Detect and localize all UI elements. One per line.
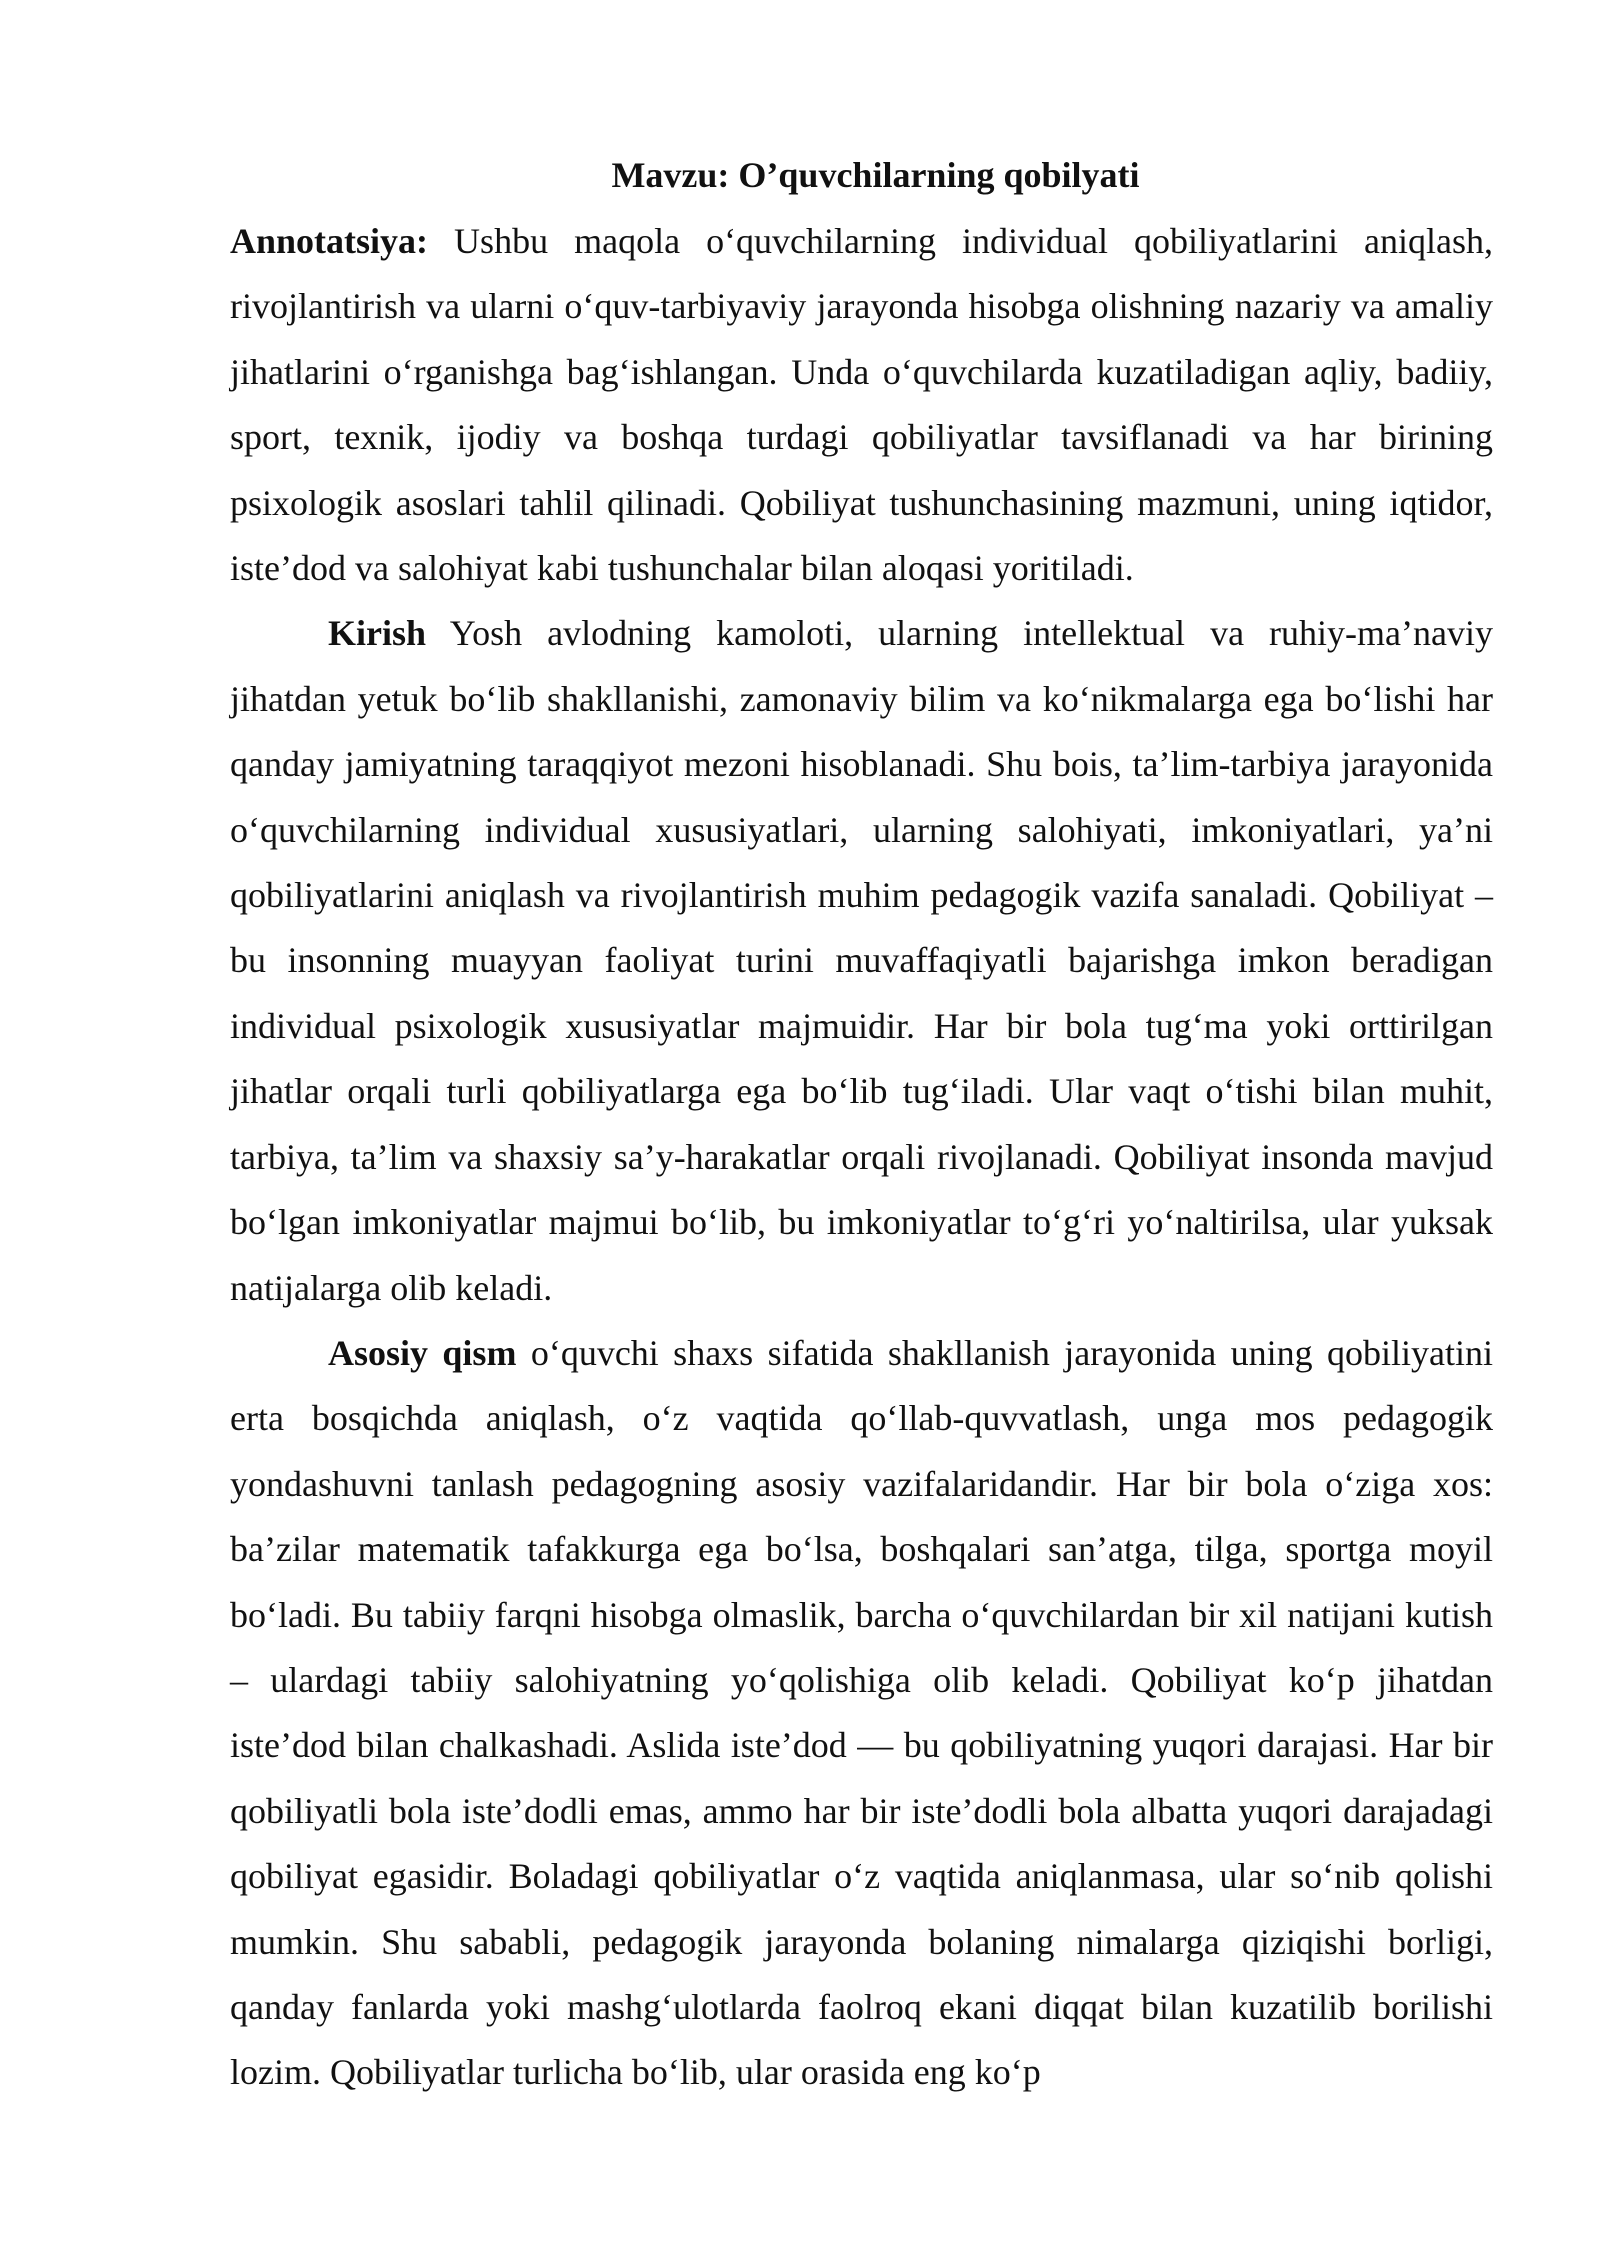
main-part-text: o‘quvchi shaxs sifatida shakllanish jarayonida uning qobiliyatini erta bosqichda aniqlash, o‘z vaqtida qo‘llab-quvvatlash, unga mos pedagogik yondashuvni tanlash pedagogning asosiy vazifalaridandir. Har bir bola o‘ziga xos: ba’zilar matematik tafakkurga ega bo‘lsa, boshqalari san’atga, tilga, sportga moyil bo‘ladi. Bu tabiiy farqni hisobga olmaslik, barcha o‘quvchilardan bir xil natijani kutish – ulardagi tabiiy salohiyatning yo‘qolishiga olib keladi. Qobiliyat ko‘p jihatdan iste’dod bilan chalkashadi. Aslida iste’dod — bu qobiliyatning yuqori darajasi. Har bir qobiliyatli bola iste’dodli emas, ammo har bir iste’dodli bola albatta yuqori darajadagi qobiliyat egasidir. Boladagi qobiliyatlar o‘z vaqtida aniqlanmasa, ular so‘nib qolishi mumkin. Shu sababli, pedagogik jarayonda bolaning nimalarga qiziqishi borligi, qanday fanlarda yoki mashg‘ulotlarda faolroq ekani diqqat bilan kuzatilib borilishi lozim. Qobiliyatlar turlicha bo‘lib, ular orasida eng ko‘p xyxy=(230,1332,1493,2093)
main-part-paragraph xyxy=(230,1321,1493,2106)
main-part-label: Asosiy qism xyxy=(328,1332,517,1373)
document-body xyxy=(230,150,1493,2106)
abstract-text: Ushbu maqola o‘quvchilarning individual qobiliyatlarini aniqlash, rivojlantirish va ularni o‘quv-tarbiyaviy jarayonda hisobga olishning nazariy va amaliy jihatlarini o‘rganishga bag‘ishlangan. Unda o‘quvchilarda kuzatiladigan aqliy, badiiy, sport, texnik, ijodiy va boshqa turdagi qobiliyatlar tavsiflanadi va har birining psixologik asoslari tahlil qilinadi. Qobiliyat tushunchasining mazmuni, uning iqtidor, iste’dod va salohiyat kabi tushunchalar bilan aloqasi yoritiladi. xyxy=(230,221,1493,589)
introduction-paragraph xyxy=(230,601,1493,1320)
abstract-label: Annotatsiya: xyxy=(230,221,429,261)
introduction-label: Kirish xyxy=(328,613,427,654)
document-title: Mavzu: O’quvchilarning qobilyati xyxy=(611,155,1140,195)
abstract-paragraph xyxy=(230,209,1493,601)
introduction-text: Yosh avlodning kamoloti, ularning intellektual va ruhiy-ma’naviy jihatdan yetuk bo‘lib shakllanishi, zamonaviy bilim va ko‘nikmalarga ega bo‘lishi har qanday jamiyatning taraqqiyot mezoni hisoblanadi. Shu bois, ta’lim-tarbiya jarayonida o‘quvchilarning individual xususiyatlari, ularning salohiyati, imkoniyatlari, ya’ni qobiliyatlarini aniqlash va rivojlantirish muhim pedagogik vazifa sanaladi. Qobiliyat – bu insonning muayyan faoliyat turini muvaffaqiyatli bajarishga imkon beradigan individual psixologik xususiyatlar majmuidir. Har bir bola tug‘ma yoki orttirilgan jihatlar orqali turli qobiliyatlarga ega bo‘lib tug‘iladi. Ular vaqt o‘tishi bilan muhit, tarbiya, ta’lim va shaxsiy sa’y-harakatlar orqali rivojlanadi. Qobiliyat insonda mavjud bo‘lgan imkoniyatlar majmui bo‘lib, bu imkoniyatlar to‘g‘ri yo‘naltirilsa, ular yuksak natijalarga olib keladi. xyxy=(230,613,1493,1308)
